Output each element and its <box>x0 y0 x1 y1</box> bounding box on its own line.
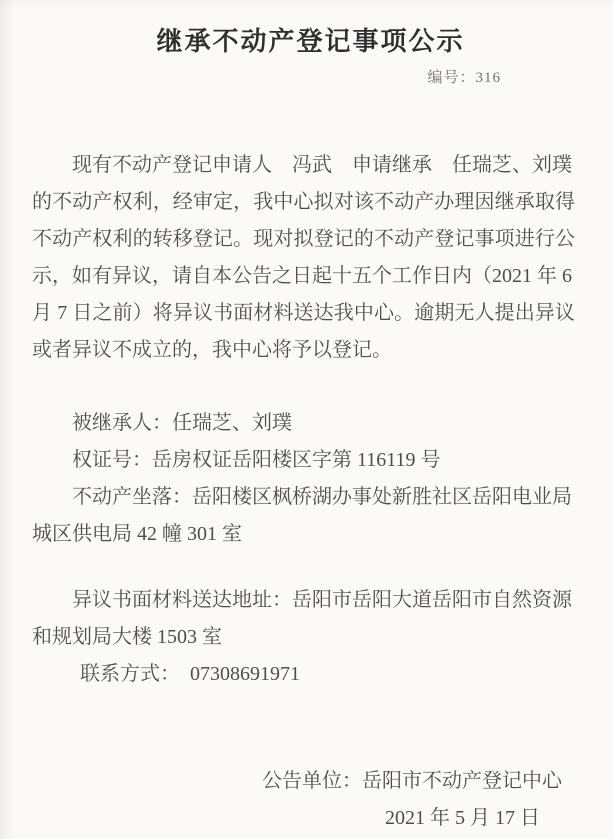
contact-line: 联系方式： 07308691971 <box>80 663 300 685</box>
issuing-unit-line: 公告单位：岳阳市不动产登记中心 <box>262 770 562 792</box>
decedent-line: 被继承人：任瑞芝、刘璞 <box>72 412 292 434</box>
delivery-address-line: 异议书面材料送达地址：岳阳市岳阳大道岳阳市自然资源 <box>72 589 572 611</box>
location-line: 不动产坐落：岳阳楼区枫桥湖办事处新胜社区岳阳电业局 <box>72 486 572 508</box>
page-title: 继承不动产登记事项公示 <box>156 27 465 56</box>
objection-delivery-info <box>32 582 575 693</box>
doc-number <box>32 67 575 89</box>
notice-body-paragraph <box>32 147 575 369</box>
doc-number-label: 编号： <box>427 70 476 86</box>
body-line: 不动产权利的转移登记。现对拟登记的不动产登记事项进行公 <box>32 228 575 250</box>
body-line: 的不动产权利，经审定，我中心拟对该不动产办理因继承取得 <box>32 191 575 213</box>
body-line: 或者异议不成立的，我中心将予以登记。 <box>32 339 392 361</box>
doc-number-value: 316 <box>475 70 501 86</box>
certificate-line: 权证号：岳房权证岳阳楼区字第 116119 号 <box>72 449 441 471</box>
estate-details <box>32 405 575 553</box>
notice-footer <box>32 763 575 837</box>
body-line: 现有不动产登记申请人 冯武 申请继承 任瑞芝、刘璞 <box>72 154 572 176</box>
issue-date-line: 2021 年 5 月 17 日 <box>385 807 540 829</box>
body-line: 示，如有异议，请自本公告之日起十五个工作日内（2021 年 6 <box>32 265 572 287</box>
body-line: 月 7 日之前）将异议书面材料送达我中心。逾期无人提出异议 <box>32 302 575 324</box>
location-line: 城区供电局 42 幢 301 室 <box>32 523 242 545</box>
delivery-address-line: 和规划局大楼 1503 室 <box>32 626 222 648</box>
